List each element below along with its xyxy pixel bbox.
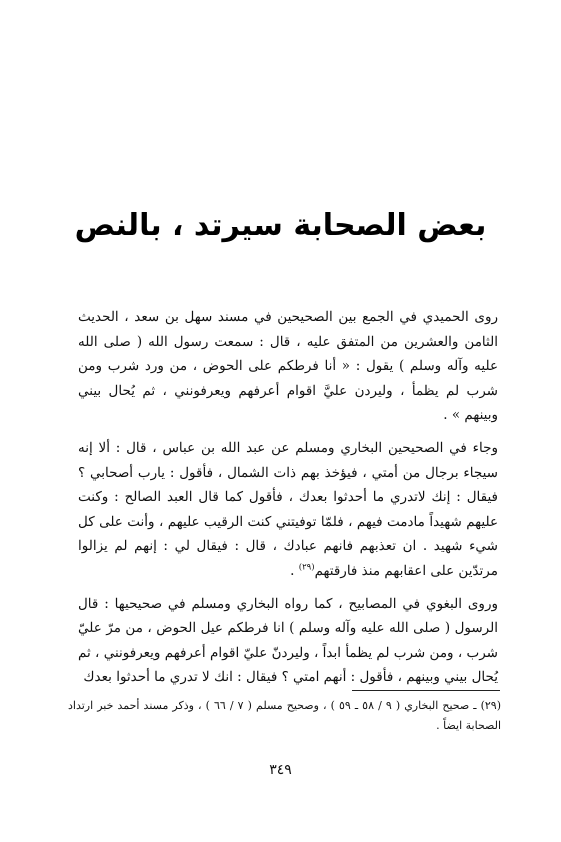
paragraph-1: روى الحميدي في الجمع بين الصحيحين في مسند سهل بن سعد ، الحديث الثامن والعشرين من المتفق عليه ، قال : سمعت رسول الله ( صلى الله عليه وآله وسلم ) يقول : « أنا فرطكم على الحوض ، من ورد شرب ومن شرب لم يظمأ ، وليردن عليَّ اقوام أعرفهم ويعرفونني ، ثم يُحال بيني وبينهم » . (78, 309, 498, 424)
footnote: (٢٩) ـ صحيح البخاري ( ٩ / ٥٨ ـ ٥٩ ) ، وصحيح مسلم ( ٧ / ٦٦ ) ، وذكر مسند أحمد خبر ارتداد الصحابة ايضاً . (68, 699, 502, 732)
footnote-separator (352, 690, 500, 691)
body-text (78, 305, 498, 698)
paragraph-2 (78, 436, 498, 584)
paragraph-2-text: وجاء في الصحيحين البخاري ومسلم عن عبد الله بن عباس ، قال : ألا إنه سيجاء برجال من أمتي ، فيؤخذ بهم ذات الشمال ، فأقول : يارب أصحابي ؟ فيقال : إنك لاتدري ما أحدثوا بعدك ، فأقول كما قال العبد الصالح : وكنت عليهم شهيداً مادمت فيهم ، فلمّا توفيتني كنت الرقيب عليهم ، وأنت على كل شيء شهيد . ان تعذبهم فانهم عبادك ، قال : فيقال لي : إنهم لم يزالوا مرتدّين على اعقابهم منذ فارقتهم (78, 439, 498, 579)
page-number: ٣٤٩ (269, 762, 292, 778)
chapter-title: بعض الصحابة سيرتد ، بالنص (74, 208, 487, 243)
paragraph-2-end: . (290, 562, 299, 579)
footnote-reference[interactable]: (٢٩) (298, 562, 315, 573)
paragraph-3: وروى البغوي في المصابيح ، كما رواه البخاري ومسلم في صحيحيها : قال الرسول ( صلى الله عليه وآله وسلم ) انا فرطكم عيل الحوض ، من مرّ عليّ شرب ، ومن شرب لم يظمأ ابداً ، وليردنّ عليّ اقوام أعرفهم ويعرفونني ، ثم يُحال بيني وبينهم ، فأقول : أنهم امتي ؟ فيقال : انك لا تدري ما أحدثوا بعدك (78, 595, 498, 686)
